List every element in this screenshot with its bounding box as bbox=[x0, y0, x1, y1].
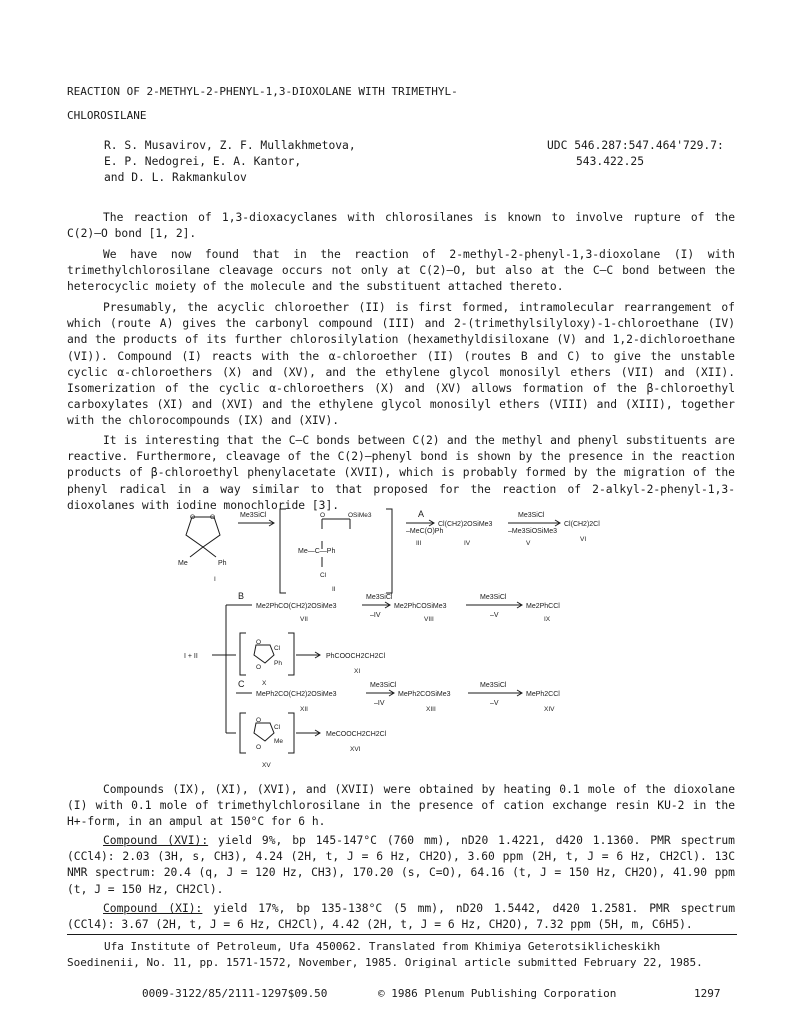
route-a-label: A bbox=[418, 509, 425, 519]
label-xiv: XIV bbox=[544, 706, 555, 713]
formula-xvi: MeCOOCH2CH2Cl bbox=[326, 731, 387, 738]
minus-iv: –IV bbox=[374, 700, 385, 707]
label-iii: III bbox=[416, 540, 422, 547]
substituent-ph: Ph bbox=[274, 660, 282, 667]
formula-vii: Me2PhCO(CH2)2OSiMe3 bbox=[256, 603, 337, 610]
atom-cl: Cl bbox=[320, 572, 327, 579]
label-xiii: XIII bbox=[426, 706, 436, 713]
minus-iv: –IV bbox=[370, 612, 381, 619]
route-b-label: B bbox=[238, 591, 245, 601]
authors-line-2: E. P. Nedogrei, E. A. Kantor, bbox=[104, 155, 302, 168]
minus-me3siosime3: –Me3SiOSiMe3 bbox=[508, 528, 558, 535]
page-number: 1297 bbox=[694, 987, 721, 1000]
atom-o: O bbox=[320, 512, 326, 519]
compound-xi-label: Compound (XI): bbox=[103, 902, 203, 915]
footnote-line-2: Soedinenii, No. 11, pp. 1571-1572, November, 1985. Original article submitted February 22, 1985. bbox=[67, 956, 703, 969]
formula-iv: Cl(CH2)2OSiMe3 bbox=[438, 521, 493, 528]
atom-o: O bbox=[210, 514, 216, 521]
atom-o: O bbox=[256, 639, 262, 646]
reagent: Me3SiCl bbox=[518, 512, 545, 519]
label-ix: IX bbox=[544, 616, 551, 623]
formula-vi: Cl(CH2)2Cl bbox=[564, 521, 600, 528]
paragraph-4: It is interesting that the C–C bonds between C(2) and the methyl and phenyl substituents are reactive. Furthermore, cleavage of the C(2)–phenyl bond is shown by the presence in the reaction products of β-chloroethyl phenylacetate (XVII), which is probably formed by the migration of the phenyl radical in a way similar to that proposed for the reaction of 2-alkyl-2-phenyl-1,3-dioxolanes with iodine monochloride [3]. bbox=[67, 434, 735, 512]
label-x: X bbox=[262, 680, 267, 687]
paragraph-3: Presumably, the acyclic chloroether (II) is first formed, intramolecular rearrangement of which (route A) gives the carbonyl compound (III) and 2-(trimethylsilyloxy)-1-chloroethane (IV) and the products of its further chlorosilylation (hexamethyldisiloxane (V) and 1,2-dichloroethane (VI)). Compound (I) reacts with the α-chloroether (II) (routes B and C) to give the unstable cyclic α-chloroethers (X) and (XV), and the ethylene glycol monosilyl ethers (VII) and (XII). Isomerization of the cyclic α-chloroethers (X) and (XV) allows formation of the β-chloroethyl carboxylates (XI) and (XVI) and the ethylene glycol monosilyl ethers (VIII) and (XIII), together with the chlorocompounds (IX) and (XIV). bbox=[67, 301, 735, 428]
minus-mecoph: –MeC(O)Ph bbox=[406, 528, 444, 535]
reagent: Me3SiCl bbox=[366, 594, 393, 601]
substituent-me: Me bbox=[178, 560, 188, 567]
footnote-line-1: Ufa Institute of Petroleum, Ufa 450062. Translated from Khimiya Geterotsiklicheskikh bbox=[104, 940, 661, 953]
atom-o: O bbox=[190, 514, 196, 521]
label-xv: XV bbox=[262, 762, 271, 769]
formula-viii: Me2PhCOSiMe3 bbox=[394, 603, 447, 610]
formula-xi: PhCOOCH2CH2Cl bbox=[326, 653, 386, 660]
title-line-2: CHLOROSILANE bbox=[67, 109, 147, 122]
osime3: OSiMe3 bbox=[348, 512, 372, 519]
label-v: V bbox=[526, 540, 531, 547]
reagent: Me3SiCl bbox=[480, 682, 507, 689]
atom-o: O bbox=[256, 744, 262, 751]
minus-v: –V bbox=[490, 612, 499, 619]
footer-code: 0009-3122/85/2111-1297$09.50 bbox=[142, 987, 328, 1000]
footnote-rule bbox=[67, 934, 737, 935]
substituent-ph: Ph bbox=[218, 560, 227, 567]
formula-ix: Me2PhCCl bbox=[526, 603, 560, 610]
footer-copyright: © 1986 Plenum Publishing Corporation bbox=[378, 987, 617, 1000]
me-c-ph: Me—C—Ph bbox=[298, 548, 336, 555]
label-ii: II bbox=[332, 586, 336, 593]
udc-line-1: UDC 546.287:547.464'729.7: bbox=[547, 139, 724, 152]
atom-o: O bbox=[256, 717, 262, 724]
reaction-scheme bbox=[170, 505, 770, 785]
authors-line-3: and D. L. Rakmankulov bbox=[104, 171, 247, 184]
label-vii: VII bbox=[300, 616, 308, 623]
formula-xiv: MePh2CCl bbox=[526, 691, 560, 698]
udc-line-2: 543.422.25 bbox=[576, 155, 645, 168]
minus-v: –V bbox=[490, 700, 499, 707]
compound-xvi-paragraph bbox=[67, 833, 735, 898]
route-c-label: C bbox=[238, 679, 245, 689]
label-vi: VI bbox=[580, 536, 587, 543]
label-xii: XII bbox=[300, 706, 308, 713]
reagent: Me3SiCl bbox=[240, 512, 267, 519]
label-iv: IV bbox=[464, 540, 471, 547]
paragraph-2: We have now found that in the reaction of 2-methyl-2-phenyl-1,3-dioxolane (I) with trimethylchlorosilane cleavage occurs not only at C(2)–O, but also at the C–C bond between the heterocyclic moiety of the molecule and the substituent attached thereto. bbox=[67, 248, 735, 294]
formula-xii: MePh2CO(CH2)2OSiMe3 bbox=[256, 691, 337, 698]
label-i: I bbox=[214, 576, 216, 583]
dioxolane-ring-i bbox=[186, 517, 220, 547]
bracket-left bbox=[280, 509, 286, 593]
paragraph-1: The reaction of 1,3-dioxacyclanes with chlorosilanes is known to involve rupture of the C(2)–O bond [1, 2]. bbox=[67, 211, 735, 241]
reagent: Me3SiCl bbox=[480, 594, 507, 601]
compound-xi-text: yield 17%, bp 135-138°C (5 mm), nD20 1.5442, d420 1.2581. PMR spectrum (CCl4): 3.67 (2H, t, J = 6 Hz, CH2Cl), 4.42 (2H, t, J = 6 Hz, CH2O), 7.32 ppm (5H, m, C6H5). bbox=[67, 902, 736, 932]
label-xi: XI bbox=[354, 668, 361, 675]
start-i-plus-ii: I + II bbox=[184, 653, 198, 660]
atom-o: O bbox=[256, 664, 262, 671]
bracket-right bbox=[386, 509, 392, 593]
compound-xvi-text: yield 9%, bp 145-147°C (760 mm), nD20 1.4221, d420 1.1360. PMR spectrum (CCl4): 2.03 (3H, s, CH3), 4.24 (2H, t, J = 6 Hz, CH2O), 3.60 ppm (2H, t, J = 6 Hz, CH2Cl). 13C NMR spectrum: 20.4 (q, J = 120 Hz, CH3), 170.20 (s, C=O), 64.16 (t, J = 150 Hz, CH2O), 41.90 ppm (t, J = 150 Hz, CH2Cl). bbox=[67, 834, 735, 896]
paragraph-5: Compounds (IX), (XI), (XVI), and (XVII) were obtained by heating 0.1 mole of the dioxolane (I) with 0.1 mole of trimethylchlorosilane in the presence of cation exchange resin KU-2 in the H+-form, in an ampul at 150°C for 6 h. bbox=[67, 783, 735, 829]
substituent-me: Me bbox=[274, 738, 284, 745]
formula-xiii: MePh2COSiMe3 bbox=[398, 691, 451, 698]
compound-xvi-label: Compound (XVI): bbox=[103, 834, 209, 847]
atom-cl: Cl bbox=[274, 645, 281, 652]
reagent: Me3SiCl bbox=[370, 682, 397, 689]
title-line-1: REACTION OF 2-METHYL-2-PHENYL-1,3-DIOXOLANE WITH TRIMETHYL- bbox=[67, 85, 458, 98]
compound-xi-paragraph bbox=[67, 901, 735, 933]
atom-cl: Cl bbox=[274, 724, 281, 731]
authors-line-1: R. S. Musavirov, Z. F. Mullakhmetova, bbox=[104, 139, 356, 152]
label-xvi: XVI bbox=[350, 746, 361, 753]
label-viii: VIII bbox=[424, 616, 434, 623]
